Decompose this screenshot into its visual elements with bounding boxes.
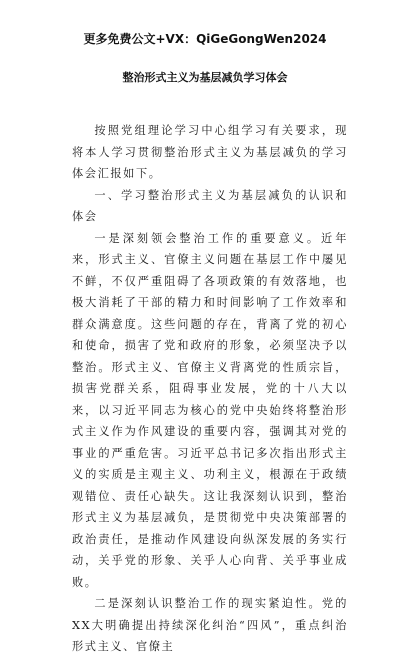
section-heading: 一、学习整治形式主义为基层减负的认识和体会 bbox=[72, 188, 348, 223]
document-title: 整治形式主义为基层减负学习体会 bbox=[122, 71, 288, 84]
paragraph-point-2: 二是深刻认识整治工作的现实紧迫性。党的XX大明确提出持续深化纠治“四风”，重点纠治形式主义、官僚主 bbox=[72, 597, 348, 653]
document-body bbox=[72, 120, 348, 658]
paragraph-point-1: 一是深刻领会整治工作的重要意义。近年来，形式主义、官僚主义问题在基层工作中屡见不鲜，不仅严重阻碍了各项政策的有效落地，也极大消耗了干部的精力和时间影响了工作效率和群众满意度。这些问题的存在，背离了党的初心和使命，损害了党和政府的形象，必须坚决予以整治。形式主义、官僚主义背离党的性质宗旨，损害党群关系，阻碍事业发展，党的十八大以来，以习近平同志为核心的党中央始终将整治形式主义作为作风建设的重要内容，强调其对党的事业的严重危害。习近平总书记多次指出形式主义的实质是主观主义、功利主义，根源在于政绩观错位、责任心缺失。这让我深刻认识到，整治形式主义为基层减负，是贯彻党中央决策部署的政治责任，是推动作风建设向纵深发展的务实行动，关乎党的形象、关乎人心向背、关乎事业成败。 bbox=[72, 231, 348, 589]
paragraph-intro: 按照党组理论学习中心组学习有关要求，现将本人学习贯彻整治形式主义为基层减负的学习体会汇报如下。 bbox=[72, 124, 348, 180]
page-header: 更多免费公文+VX：QiGeGongWen2024 bbox=[83, 32, 327, 46]
